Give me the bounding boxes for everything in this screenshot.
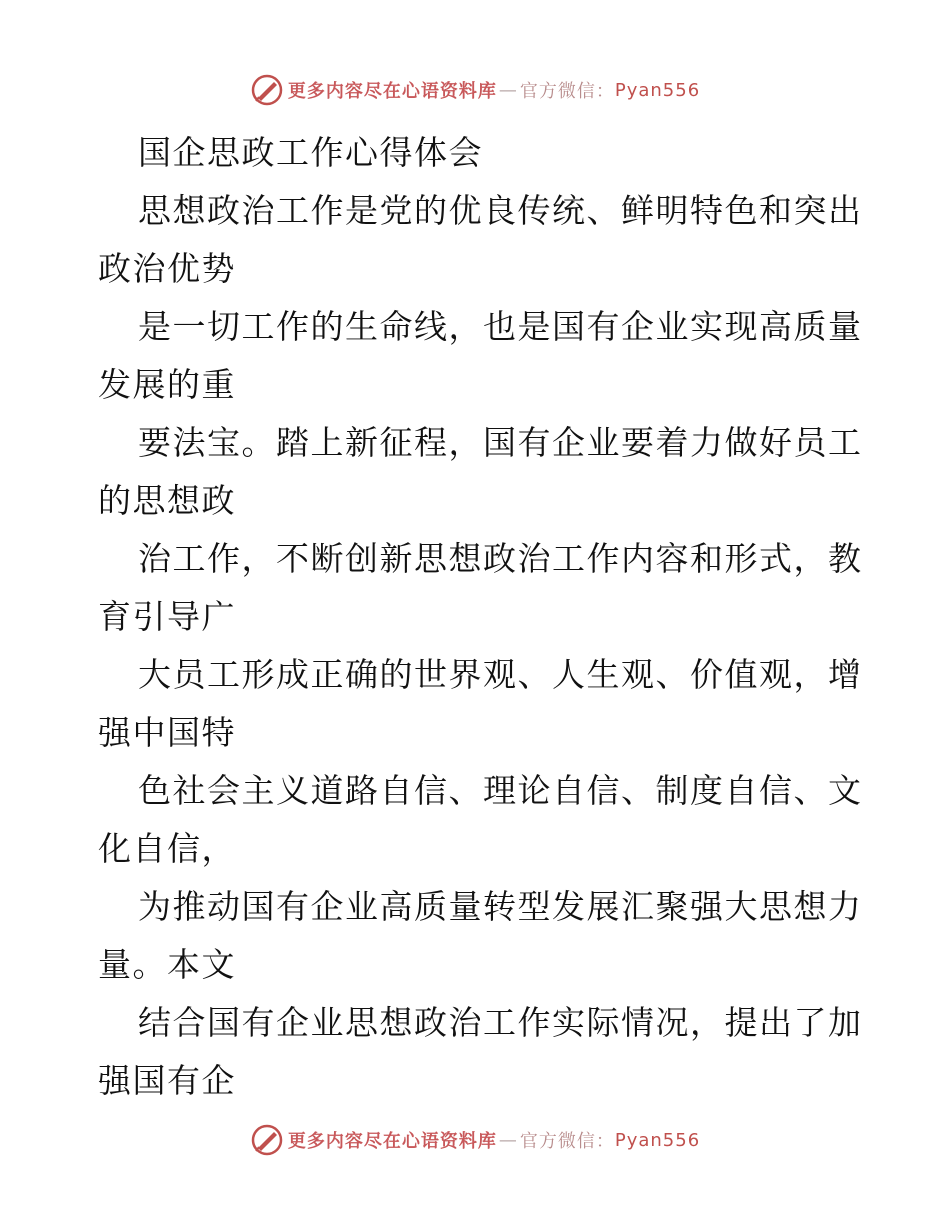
text-line: 强中国特: [98, 713, 236, 752]
watermark-dash: —: [498, 1129, 518, 1151]
text-line: 治工作，不断创新思想政治工作内容和形式，教: [138, 539, 863, 578]
watermark-wechat-id: Pyan556: [614, 79, 701, 101]
text-line: 量。本文: [98, 945, 236, 984]
text-line: 是一切工作的生命线，也是国有企业实现高质量: [138, 307, 863, 346]
watermark-wechat-label: 官方微信：: [519, 1131, 615, 1152]
text-line: 色社会主义道路自信、理论自信、制度自信、文: [138, 771, 863, 810]
watermark-wechat-label: 官方微信：: [519, 81, 615, 102]
text-line: 发展的重: [98, 365, 236, 404]
text-line: 思想政治工作是党的优良传统、鲜明特色和突出: [138, 191, 863, 230]
text-line: 化自信，: [98, 829, 236, 868]
text-line: 为推动国有企业高质量转型发展汇聚强大思想力: [138, 887, 863, 926]
watermark-wechat-id: Pyan556: [614, 1129, 701, 1151]
watermark-main-text: 更多内容尽在心语资料库: [287, 81, 497, 102]
text-line: 大员工形成正确的世界观、人生观、价值观，增: [138, 655, 863, 694]
text-line: 政治优势: [98, 249, 236, 288]
document-title: 国企思政工作心得体会: [138, 133, 483, 172]
watermark-main-text: 更多内容尽在心语资料库: [287, 1131, 497, 1152]
text-line: 结合国有企业思想政治工作实际情况，提出了加: [138, 1003, 863, 1042]
text-line: 的思想政: [98, 481, 236, 520]
text-line: 育引导广: [98, 597, 236, 636]
footer-watermark: [0, 1118, 950, 1162]
quill-logo-icon: [250, 1123, 284, 1157]
text-line: 要法宝。踏上新征程，国有企业要着力做好员工: [138, 423, 863, 462]
document-body: [98, 124, 863, 1110]
watermark-dash: —: [498, 79, 518, 101]
quill-logo-icon: [250, 73, 284, 107]
header-watermark: [0, 68, 950, 112]
text-line: 强国有企: [98, 1061, 236, 1100]
